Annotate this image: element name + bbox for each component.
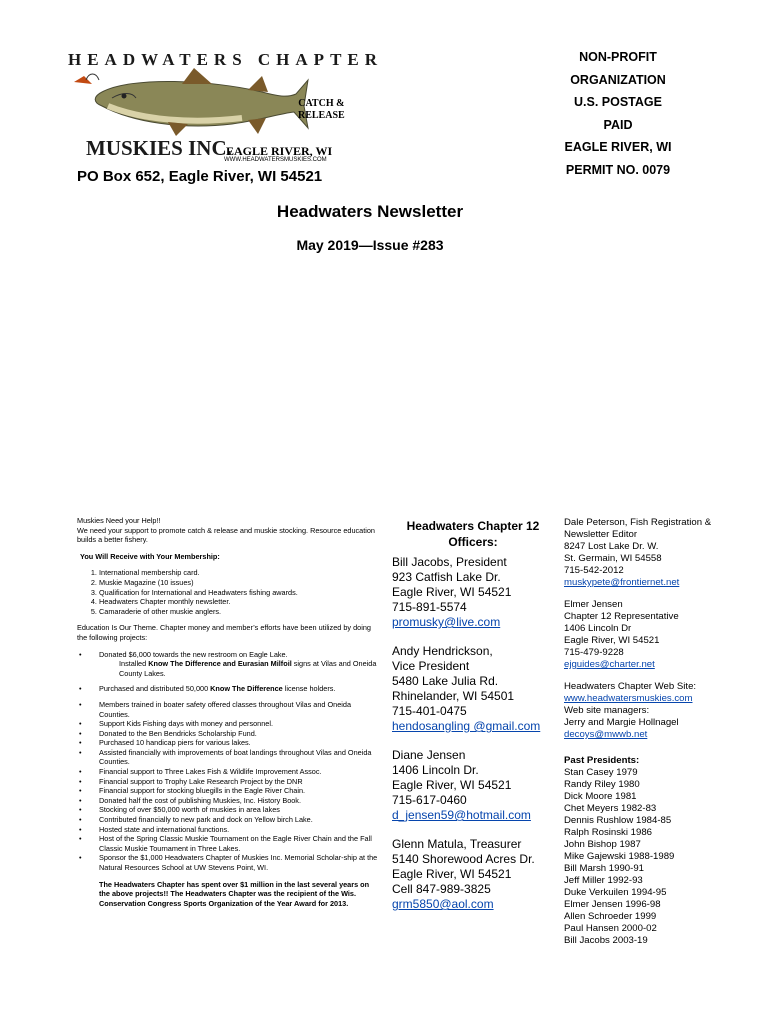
list-item: Mike Gajewski 1988-1989 [564, 851, 675, 862]
list-item: 4. Headwaters Chapter monthly newsletter. [99, 597, 382, 607]
projects-list [77, 650, 382, 873]
list-item: • Hosted state and international functions. [99, 825, 382, 835]
officer-email-link[interactable]: d_jensen59@hotmail.com [392, 808, 531, 822]
logo-website: WWW.HEADWATERSMUSKIES.COM [224, 157, 327, 163]
list-item: • Host of the Spring Classic Muskie Tournament on the Eagle River Chain and the Fall Classic Muskie Tournament in Three Lakes. [99, 834, 382, 853]
officer-block: Bill Jacobs, President 923 Catfish Lake Dr. Eagle River, WI 54521 715-891-5574 promusky@live.com [392, 555, 554, 630]
list-item: 3. Qualification for International and Headwaters fishing awards. [99, 588, 382, 598]
list-item: Ralph Rosinski 1986 [564, 827, 652, 838]
past-presidents [564, 755, 714, 947]
education-text: Education Is Our Theme. Chapter money and member’s efforts have been utilized by doing the following projects: [77, 623, 371, 642]
benefits-list [77, 568, 382, 616]
chapter-logo-title: HEADWATERS CHAPTER [68, 50, 384, 69]
logo-location: EAGLE RIVER, WI [226, 144, 333, 158]
list-item: Allen Schroeder 1999 [564, 911, 657, 922]
closing-statement: The Headwaters Chapter has spent over $1 million in the last several years on the above projects!! The Headwaters Chapter was the recipient of the Wis. Conservation Congress Sports Organization of the Year Award for 2013. [99, 879, 370, 908]
website-info: Headwaters Chapter Web Site: www.headwatersmuskies.com Web site managers: Jerry and Margie Hollnagel decoys@mwwb.net [564, 681, 714, 741]
list-item: • Purchased and distributed 50,000 Know The Difference license holders. [99, 684, 382, 694]
officers-heading: Headwaters Chapter 12 Officers: [406, 519, 540, 549]
list-item: • Members trained in boater safety offered classes throughout Vilas and Oneida Counties. [99, 700, 382, 719]
membership-intro: Muskies Need your Help!! [77, 516, 161, 525]
postage-line: U.S. POSTAGE [574, 95, 662, 109]
list-item: Dick Moore 1981 [564, 791, 637, 802]
postage-line: ORGANIZATION [570, 72, 666, 87]
list-item: Bill Jacobs 2003-19 [564, 935, 648, 946]
list-item: Paul Hansen 2000-02 [564, 923, 657, 934]
officers-column [392, 518, 554, 926]
list-item: 5. Camaraderie of other muskie anglers. [99, 607, 382, 617]
catch-release-label: CATCH & RELEASE [298, 98, 345, 121]
list-item: Stan Casey 1979 [564, 767, 638, 778]
list-item: John Bishop 1987 [564, 839, 641, 850]
newsletter-issue: May 2019—Issue #283 [296, 237, 444, 253]
receive-title: You Will Receive with Your Membership: [80, 551, 220, 561]
list-item: Randy Riley 1980 [564, 779, 640, 790]
list-item: • Donated $6,000 towards the new restroom on Eagle Lake. Installed Know The Difference and Eurasian Milfoil signs at Vilas and Oneida County Lakes. [99, 650, 382, 679]
officer-email-link[interactable]: hendosangling @gmail.com [392, 719, 541, 733]
list-item: • Financial support to Trophy Lake Research Project by the DNR [99, 777, 382, 787]
officer-block: Glenn Matula, Treasurer 5140 Shorewood Acres Dr. Eagle River, WI 54521 Cell 847-989-3825 grm5850@aol.com [392, 837, 554, 912]
webmaster-email-link[interactable]: decoys@mwwb.net [564, 729, 648, 740]
list-item: • Donated to the Ben Bendricks Scholarship Fund. [99, 729, 382, 739]
contacts-column [564, 517, 714, 947]
list-item: 2. Muskie Magazine (10 issues) [99, 578, 382, 588]
list-item: • Donated half the cost of publishing Muskies, Inc. History Book. [99, 796, 382, 806]
list-item: • Purchased 10 handicap piers for various lakes. [99, 738, 382, 748]
postage-line: EAGLE RIVER, WI [564, 140, 672, 154]
representative-email-link[interactable]: ejguides@charter.net [564, 659, 655, 670]
logo-brand: MUSKIES INC. [86, 136, 232, 160]
list-item: • Sponsor the $1,000 Headwaters Chapter of Muskies Inc. Memorial Scholar-ship at the Natural Resources School at UW Stevens Point, WI. [99, 853, 382, 872]
list-item: • Contributed financially to new park and dock on Yellow birch Lake. [99, 815, 382, 825]
list-item: • Stocking of over $50,000 worth of muskies in area lakes [99, 805, 382, 815]
postage-line: NON-PROFIT [579, 50, 657, 64]
list-item: • Support Kids Fishing days with money and personnel. [99, 719, 382, 729]
postage-indicia [538, 46, 698, 181]
officer-block: Diane Jensen 1406 Lincoln Dr. Eagle River, WI 54521 715-617-0460 d_jensen59@hotmail.com [392, 748, 554, 823]
list-item: Bill Marsh 1990-91 [564, 863, 644, 874]
list-item: • Financial support for stocking bluegills in the Eagle River Chain. [99, 786, 382, 796]
list-item: Elmer Jensen 1996-98 [564, 899, 661, 910]
list-item: Dennis Rushlow 1984-85 [564, 815, 672, 826]
postage-line: PAID [603, 117, 633, 132]
editor-email-link[interactable]: muskypete@frontiernet.net [564, 577, 680, 588]
past-presidents-title: Past Presidents: [564, 755, 640, 766]
officer-email-link[interactable]: grm5850@aol.com [392, 897, 494, 911]
postage-line: PERMIT NO. 0079 [565, 162, 671, 177]
editor-contact: Dale Peterson, Fish Registration & Newsletter Editor 8247 Lost Lake Dr. W. St. Germain, WI 54558 715-542-2012 muskypete@frontiernet.net [564, 517, 714, 589]
muskie-fish-icon [72, 62, 312, 142]
membership-column [77, 516, 382, 908]
website-link[interactable]: www.headwatersmuskies.com [564, 693, 693, 704]
list-item: • Financial support to Three Lakes Fish & Wildlife Improvement Assoc. [99, 767, 382, 777]
list-item: 1. International membership card. [99, 568, 382, 578]
mailing-address: PO Box 652, Eagle River, WI 54521 [77, 168, 323, 185]
officer-block: Andy Hendrickson, Vice President 5480 Lake Julia Rd. Rhinelander, WI 54501 715-401-0475 hendosangling @gmail.com [392, 644, 554, 734]
list-item: Chet Meyers 1982-83 [564, 803, 657, 814]
list-item: • Assisted financially with improvements of boat landings throughout Vilas and Oneida Counties. [99, 748, 382, 767]
list-item: Duke Verkuilen 1994-95 [564, 887, 667, 898]
representative-contact: Elmer Jensen Chapter 12 Representative 1406 Lincoln Dr Eagle River, WI 54521 715-479-9228 ejguides@charter.net [564, 599, 714, 671]
officer-email-link[interactable]: promusky@live.com [392, 615, 501, 629]
membership-intro-text: We need your support to promote catch & release and muskie stocking. Resource education builds a better fishery. [77, 525, 375, 545]
list-item: Jeff Miller 1992-93 [564, 875, 643, 886]
newsletter-title: Headwaters Newsletter [276, 202, 464, 221]
